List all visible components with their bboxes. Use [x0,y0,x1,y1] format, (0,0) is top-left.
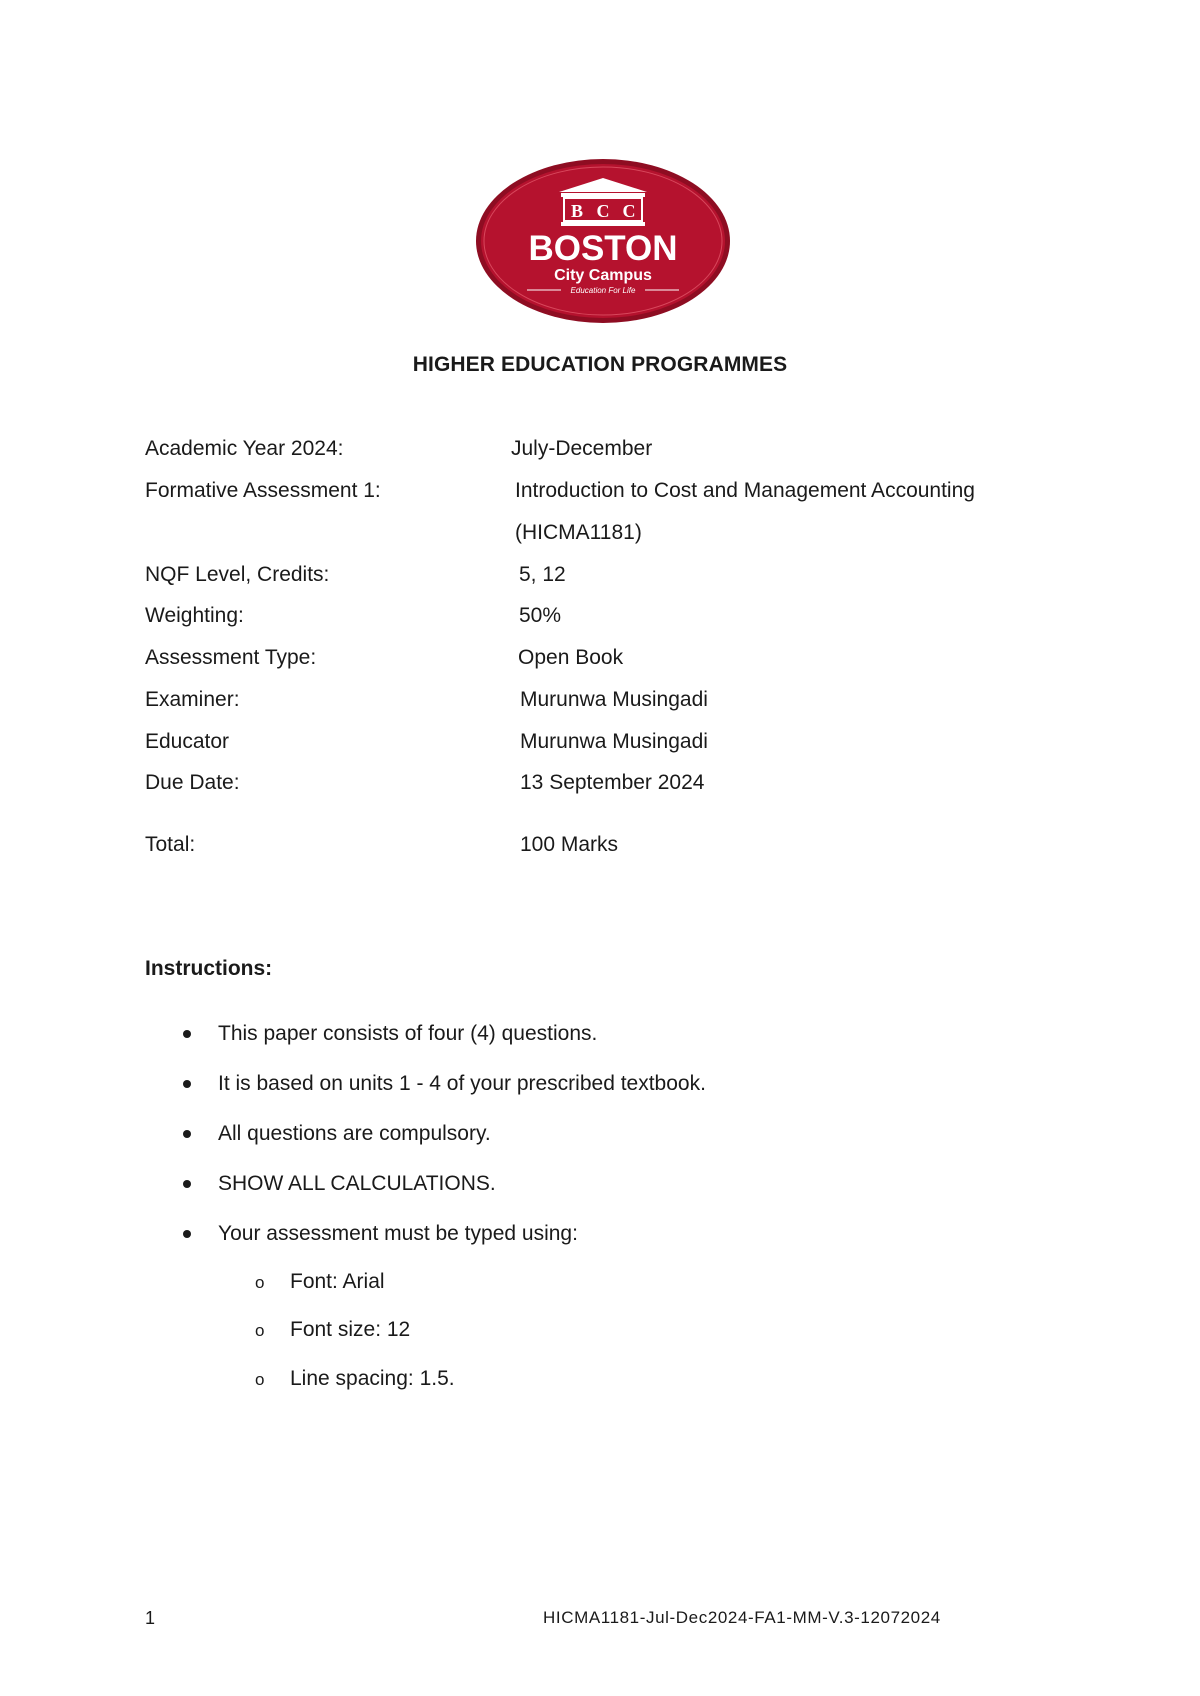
detail-value: Open Book [518,646,624,669]
instruction-text: All questions are compulsory. [218,1122,491,1145]
boston-city-campus-logo [475,158,731,324]
detail-label: Total: [145,833,196,856]
detail-value: Introduction to Cost and Management Accounting [515,479,975,502]
logo-initial-1: B [570,201,584,221]
footer-document-code: HICMA1181-Jul-Dec2024-FA1-MM-V.3-12072024 [543,1608,941,1627]
detail-label: NQF Level, Credits: [145,563,330,586]
instruction-text: It is based on units 1 - 4 of your prescribed textbook. [218,1072,706,1095]
detail-label: Assessment Type: [145,646,317,669]
detail-label: Due Date: [145,771,240,794]
instruction-text: This paper consists of four (4) questions. [218,1022,598,1045]
logo-initial-2: C [596,201,610,221]
bullet-icon [183,1180,191,1188]
instructions-heading: Instructions: [145,957,273,980]
bullet-icon [183,1030,191,1038]
detail-value: 5, 12 [519,563,566,586]
logo-name: BOSTON [528,229,678,268]
detail-value-line2: (HICMA1181) [515,521,642,544]
bullet-icon [183,1130,191,1138]
detail-label: Weighting: [145,604,244,627]
instruction-sub-text: Font: Arial [290,1270,385,1293]
detail-label: Educator [145,730,230,753]
bullet-icon [183,1080,191,1088]
instruction-text: Your assessment must be typed using: [218,1222,578,1245]
sub-bullet-marker: o [255,1273,265,1292]
instruction-sub-text: Line spacing: 1.5. [290,1367,455,1390]
bullet-icon [183,1230,191,1238]
logo-subtitle: City Campus [554,267,652,284]
instruction-text: SHOW ALL CALCULATIONS. [218,1172,496,1195]
detail-value: Murunwa Musingadi [520,730,708,753]
sub-bullet-marker: o [255,1370,265,1389]
detail-label: Formative Assessment 1: [145,479,381,502]
detail-value: July-December [511,437,653,460]
instruction-sub-text: Font size: 12 [290,1318,411,1341]
logo-tagline: Education For Life [570,286,636,295]
detail-label: Academic Year 2024: [145,437,344,460]
logo-initial-3: C [622,201,636,221]
sub-bullet-marker: o [255,1321,265,1340]
document-title: HIGHER EDUCATION PROGRAMMES [412,353,788,376]
detail-value: 50% [519,604,562,627]
detail-value: Murunwa Musingadi [520,688,708,711]
detail-value: 13 September 2024 [520,771,705,794]
detail-label: Examiner: [145,688,240,711]
page-number: 1 [145,1608,156,1628]
detail-value: 100 Marks [520,833,619,856]
